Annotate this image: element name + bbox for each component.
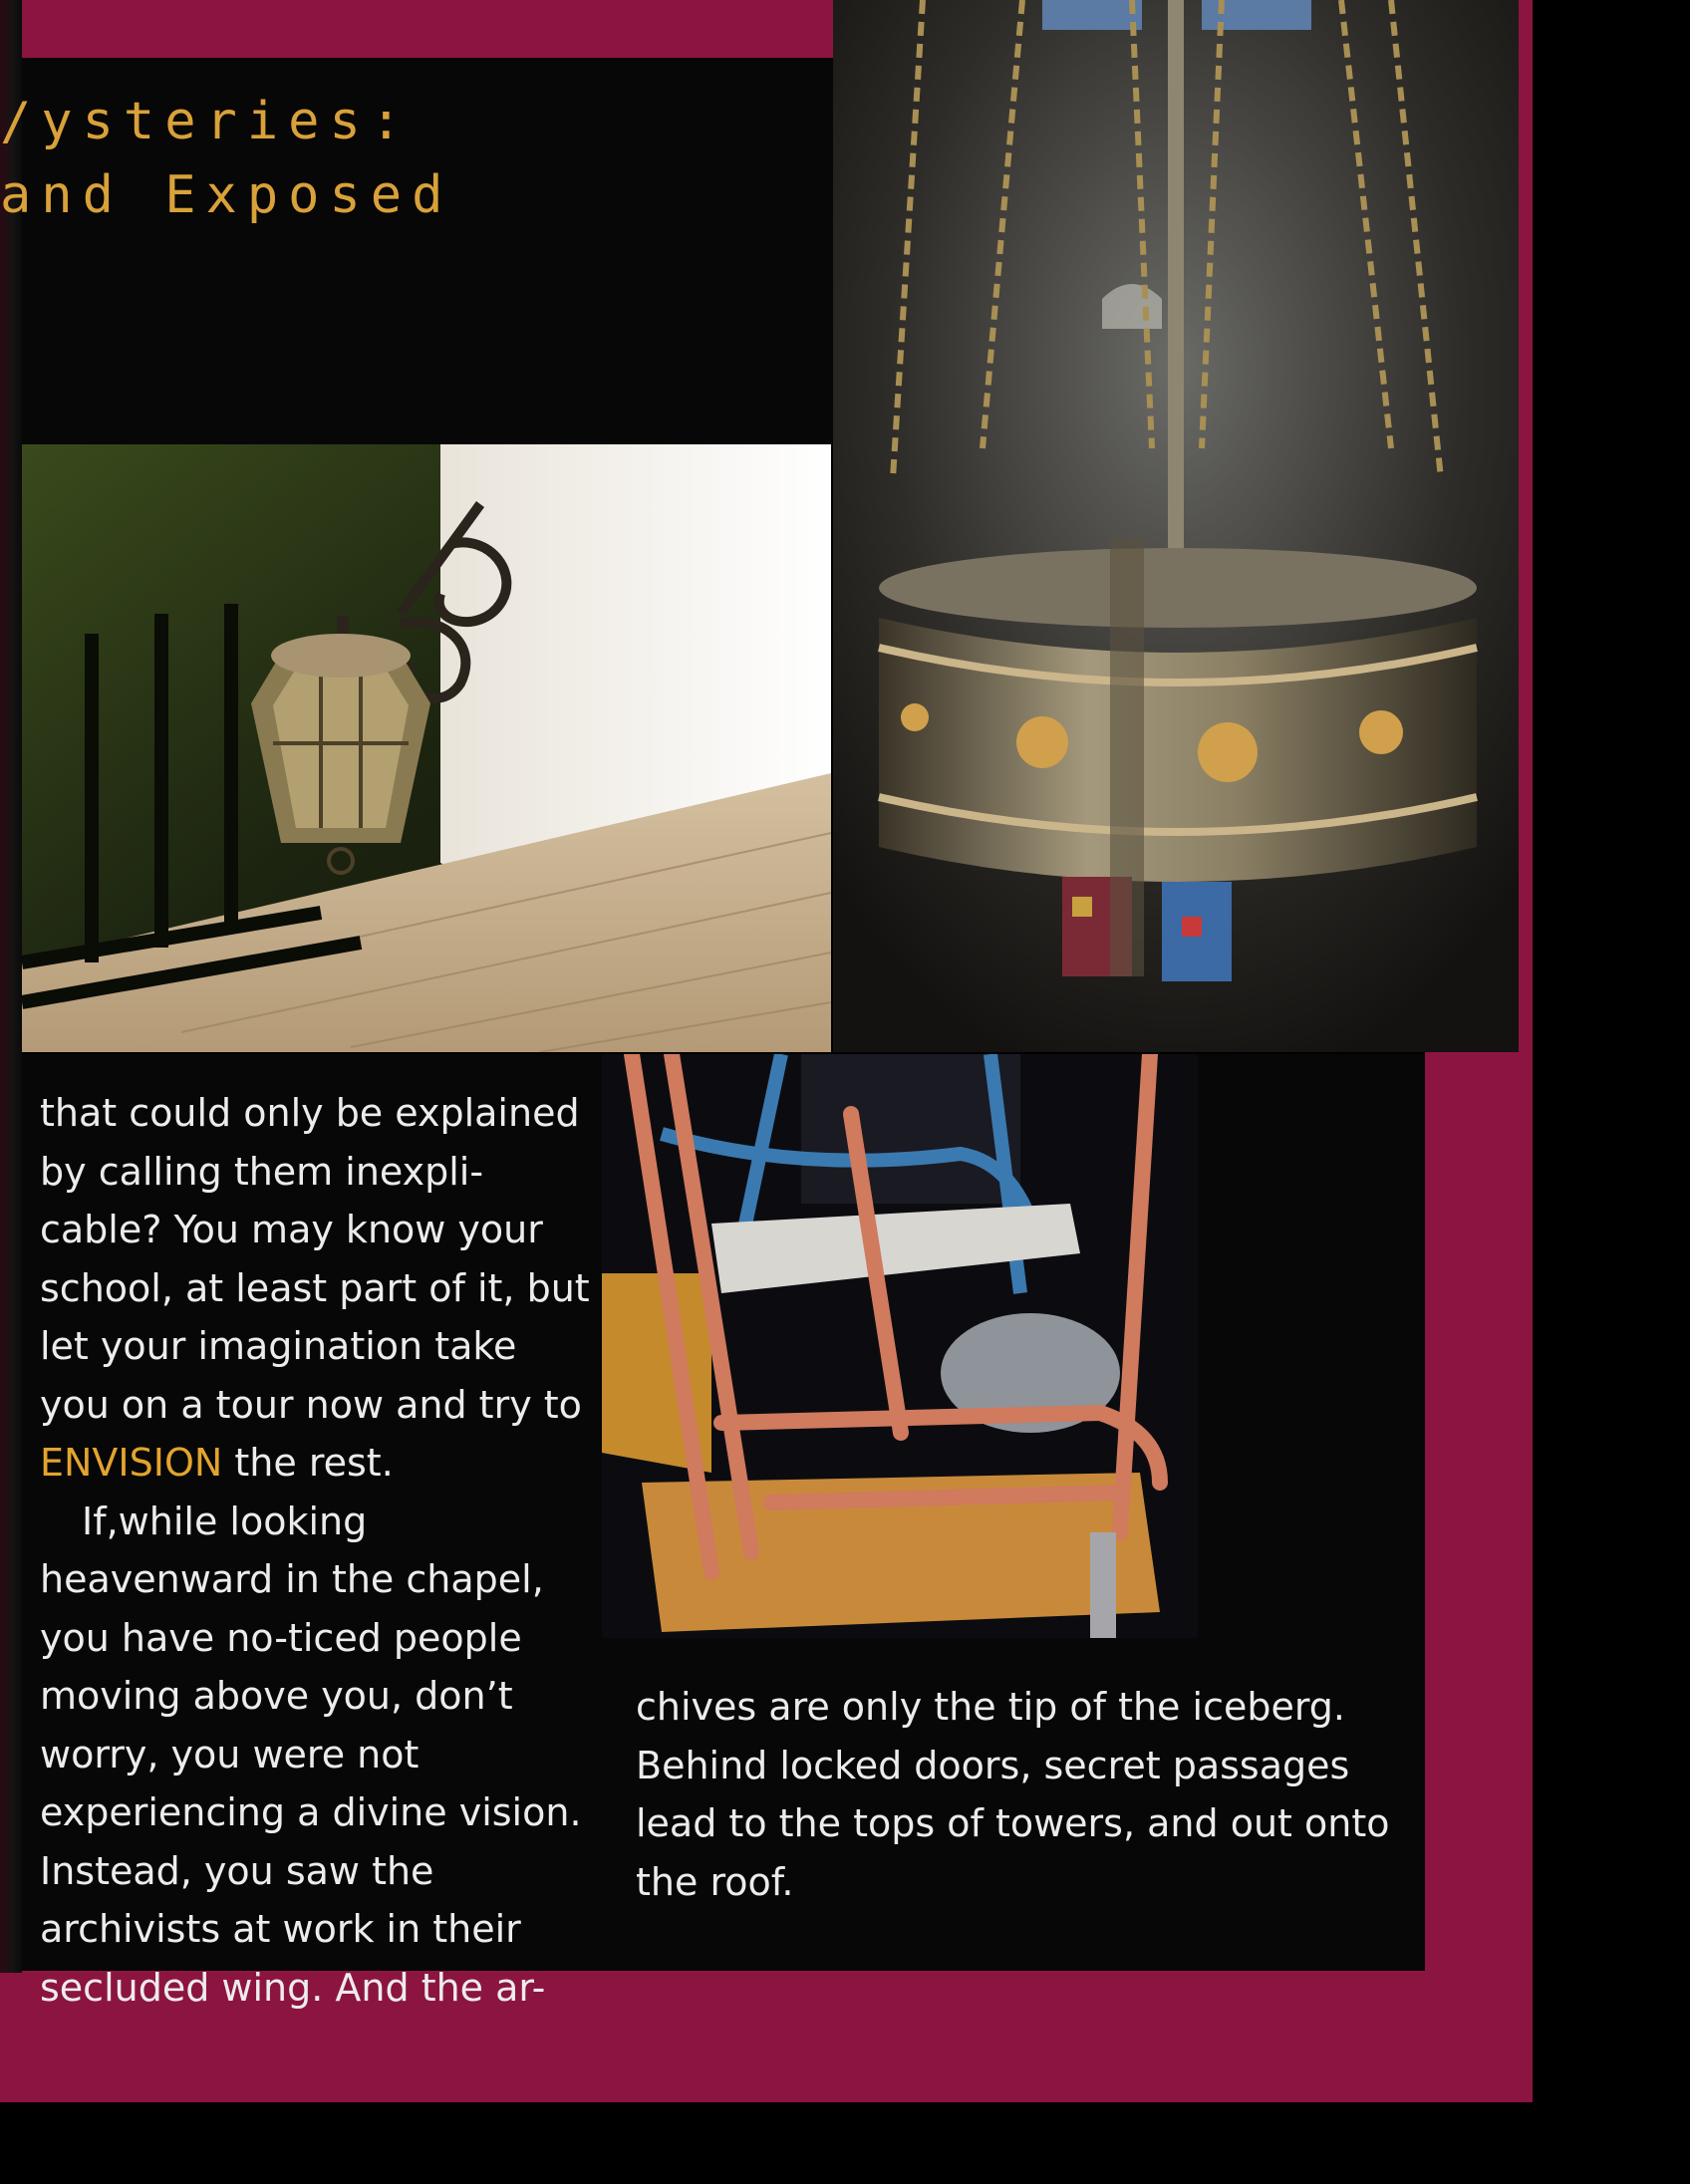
article-column-2 <box>636 1678 1423 1911</box>
left-magenta-edge <box>0 1973 22 2102</box>
stacked-chairs-illustration <box>602 1054 1198 1638</box>
chandelier-illustration <box>833 0 1519 1052</box>
stacked-chairs-photo <box>602 1054 1198 1638</box>
article-text-col2-p1: chives are only the tip of the iceberg. Behind locked doors, secret passages lead to the tops of towers, and out onto the roof. <box>636 1685 1390 1904</box>
left-page-edge <box>0 0 22 1993</box>
article-text-col1-p2: If,while looking heavenward in the chapel, you have no-ticed people moving above you, don’t worry, you were not experiencing a divine vision. Instead, you saw the archivists at work in their secluded wing. And the ar- <box>40 1499 582 2010</box>
chandelier-photo <box>833 0 1519 1052</box>
wall-lantern-photo <box>22 444 831 1052</box>
headline-line-1: /ysteries: <box>0 92 413 151</box>
wall-lantern-illustration <box>22 444 831 1052</box>
article-column-1 <box>40 1084 598 2017</box>
top-magenta-band <box>0 0 837 58</box>
headline-line-2: and Exposed <box>0 165 453 225</box>
article-text-col1-p1-start: that could only be explained by calling them inexpli-cable? You may know your school, at least part of it, but let your imagination take you on a tour now and try to <box>40 1091 590 1427</box>
article-text-col1-p1-end: the rest. <box>222 1441 394 1485</box>
envision-highlight: ENVISION <box>40 1441 223 1485</box>
